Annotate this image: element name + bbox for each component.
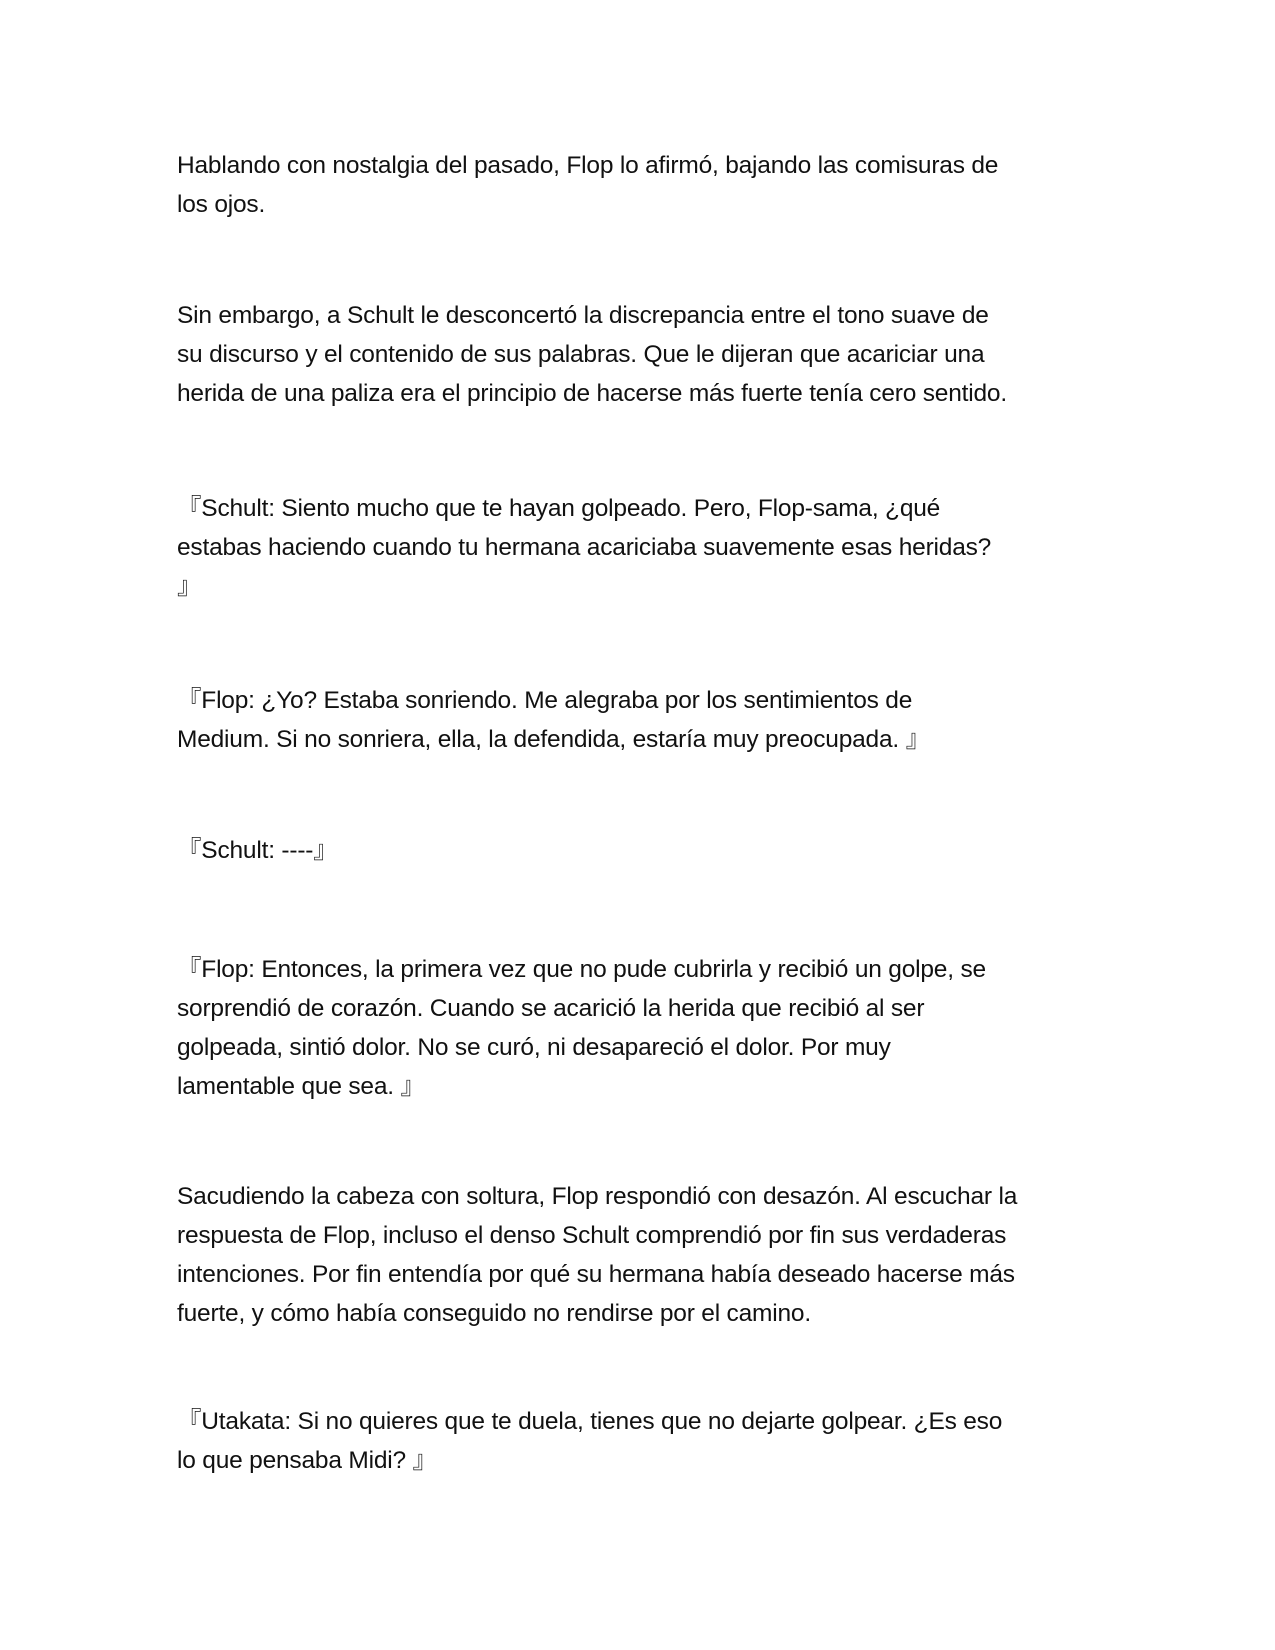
text-line: 『Schult: Siento mucho que te hayan golpeado. Pero, Flop-sama, ¿qué [177, 495, 941, 522]
text-line: 』 [177, 573, 202, 600]
text-line: fuerte, y cómo había conseguido no rendirse por el camino. [177, 1300, 811, 1327]
dialogue-utakata-1 [177, 1402, 1117, 1480]
text-line: estabas haciendo cuando tu hermana acariciaba suavemente esas heridas? [177, 534, 992, 561]
dialogue-flop-2 [177, 950, 1117, 1106]
text-line: intenciones. Por fin entendía por qué su hermana había deseado hacerse más [177, 1261, 1015, 1288]
text-line: los ojos. [177, 191, 266, 218]
text-line: sorprendió de corazón. Cuando se acarició la herida que recibió al ser [177, 995, 925, 1022]
text-line: Sacudiendo la cabeza con soltura, Flop respondió con desazón. Al escuchar la [177, 1183, 1018, 1210]
text-line: 『Flop: Entonces, la primera vez que no pude cubrirla y recibió un golpe, se [177, 956, 986, 983]
paragraph-narration-3 [177, 1177, 1117, 1333]
text-line: respuesta de Flop, incluso el denso Schult comprendió por fin sus verdaderas [177, 1222, 1007, 1249]
paragraph-narration-1 [177, 146, 1117, 224]
dialogue-schult-1 [177, 489, 1117, 606]
dialogue-flop-1 [177, 681, 1117, 759]
text-line: Medium. Si no sonriera, ella, la defendida, estaría muy preocupada. 』 [177, 726, 930, 753]
text-line: 『Utakata: Si no quieres que te duela, tienes que no dejarte golpear. ¿Es eso [177, 1408, 1003, 1435]
dialogue-schult-2 [177, 831, 1117, 870]
text-line: lo que pensaba Midi? 』 [177, 1447, 437, 1474]
text-line: su discurso y el contenido de sus palabras. Que le dijeran que acariciar una [177, 341, 985, 368]
text-line: Sin embargo, a Schult le desconcertó la discrepancia entre el tono suave de [177, 302, 989, 329]
text-line: golpeada, sintió dolor. No se curó, ni desapareció el dolor. Por muy [177, 1034, 891, 1061]
text-line: Hablando con nostalgia del pasado, Flop lo afirmó, bajando las comisuras de [177, 152, 999, 179]
paragraph-narration-2 [177, 296, 1117, 413]
text-line: herida de una paliza era el principio de hacerse más fuerte tenía cero sentido. [177, 380, 1007, 407]
text-line: 『Flop: ¿Yo? Estaba sonriendo. Me alegraba por los sentimientos de [177, 687, 913, 714]
text-line: 『Schult: ----』 [177, 837, 338, 864]
text-line: lamentable que sea. 』 [177, 1073, 425, 1100]
